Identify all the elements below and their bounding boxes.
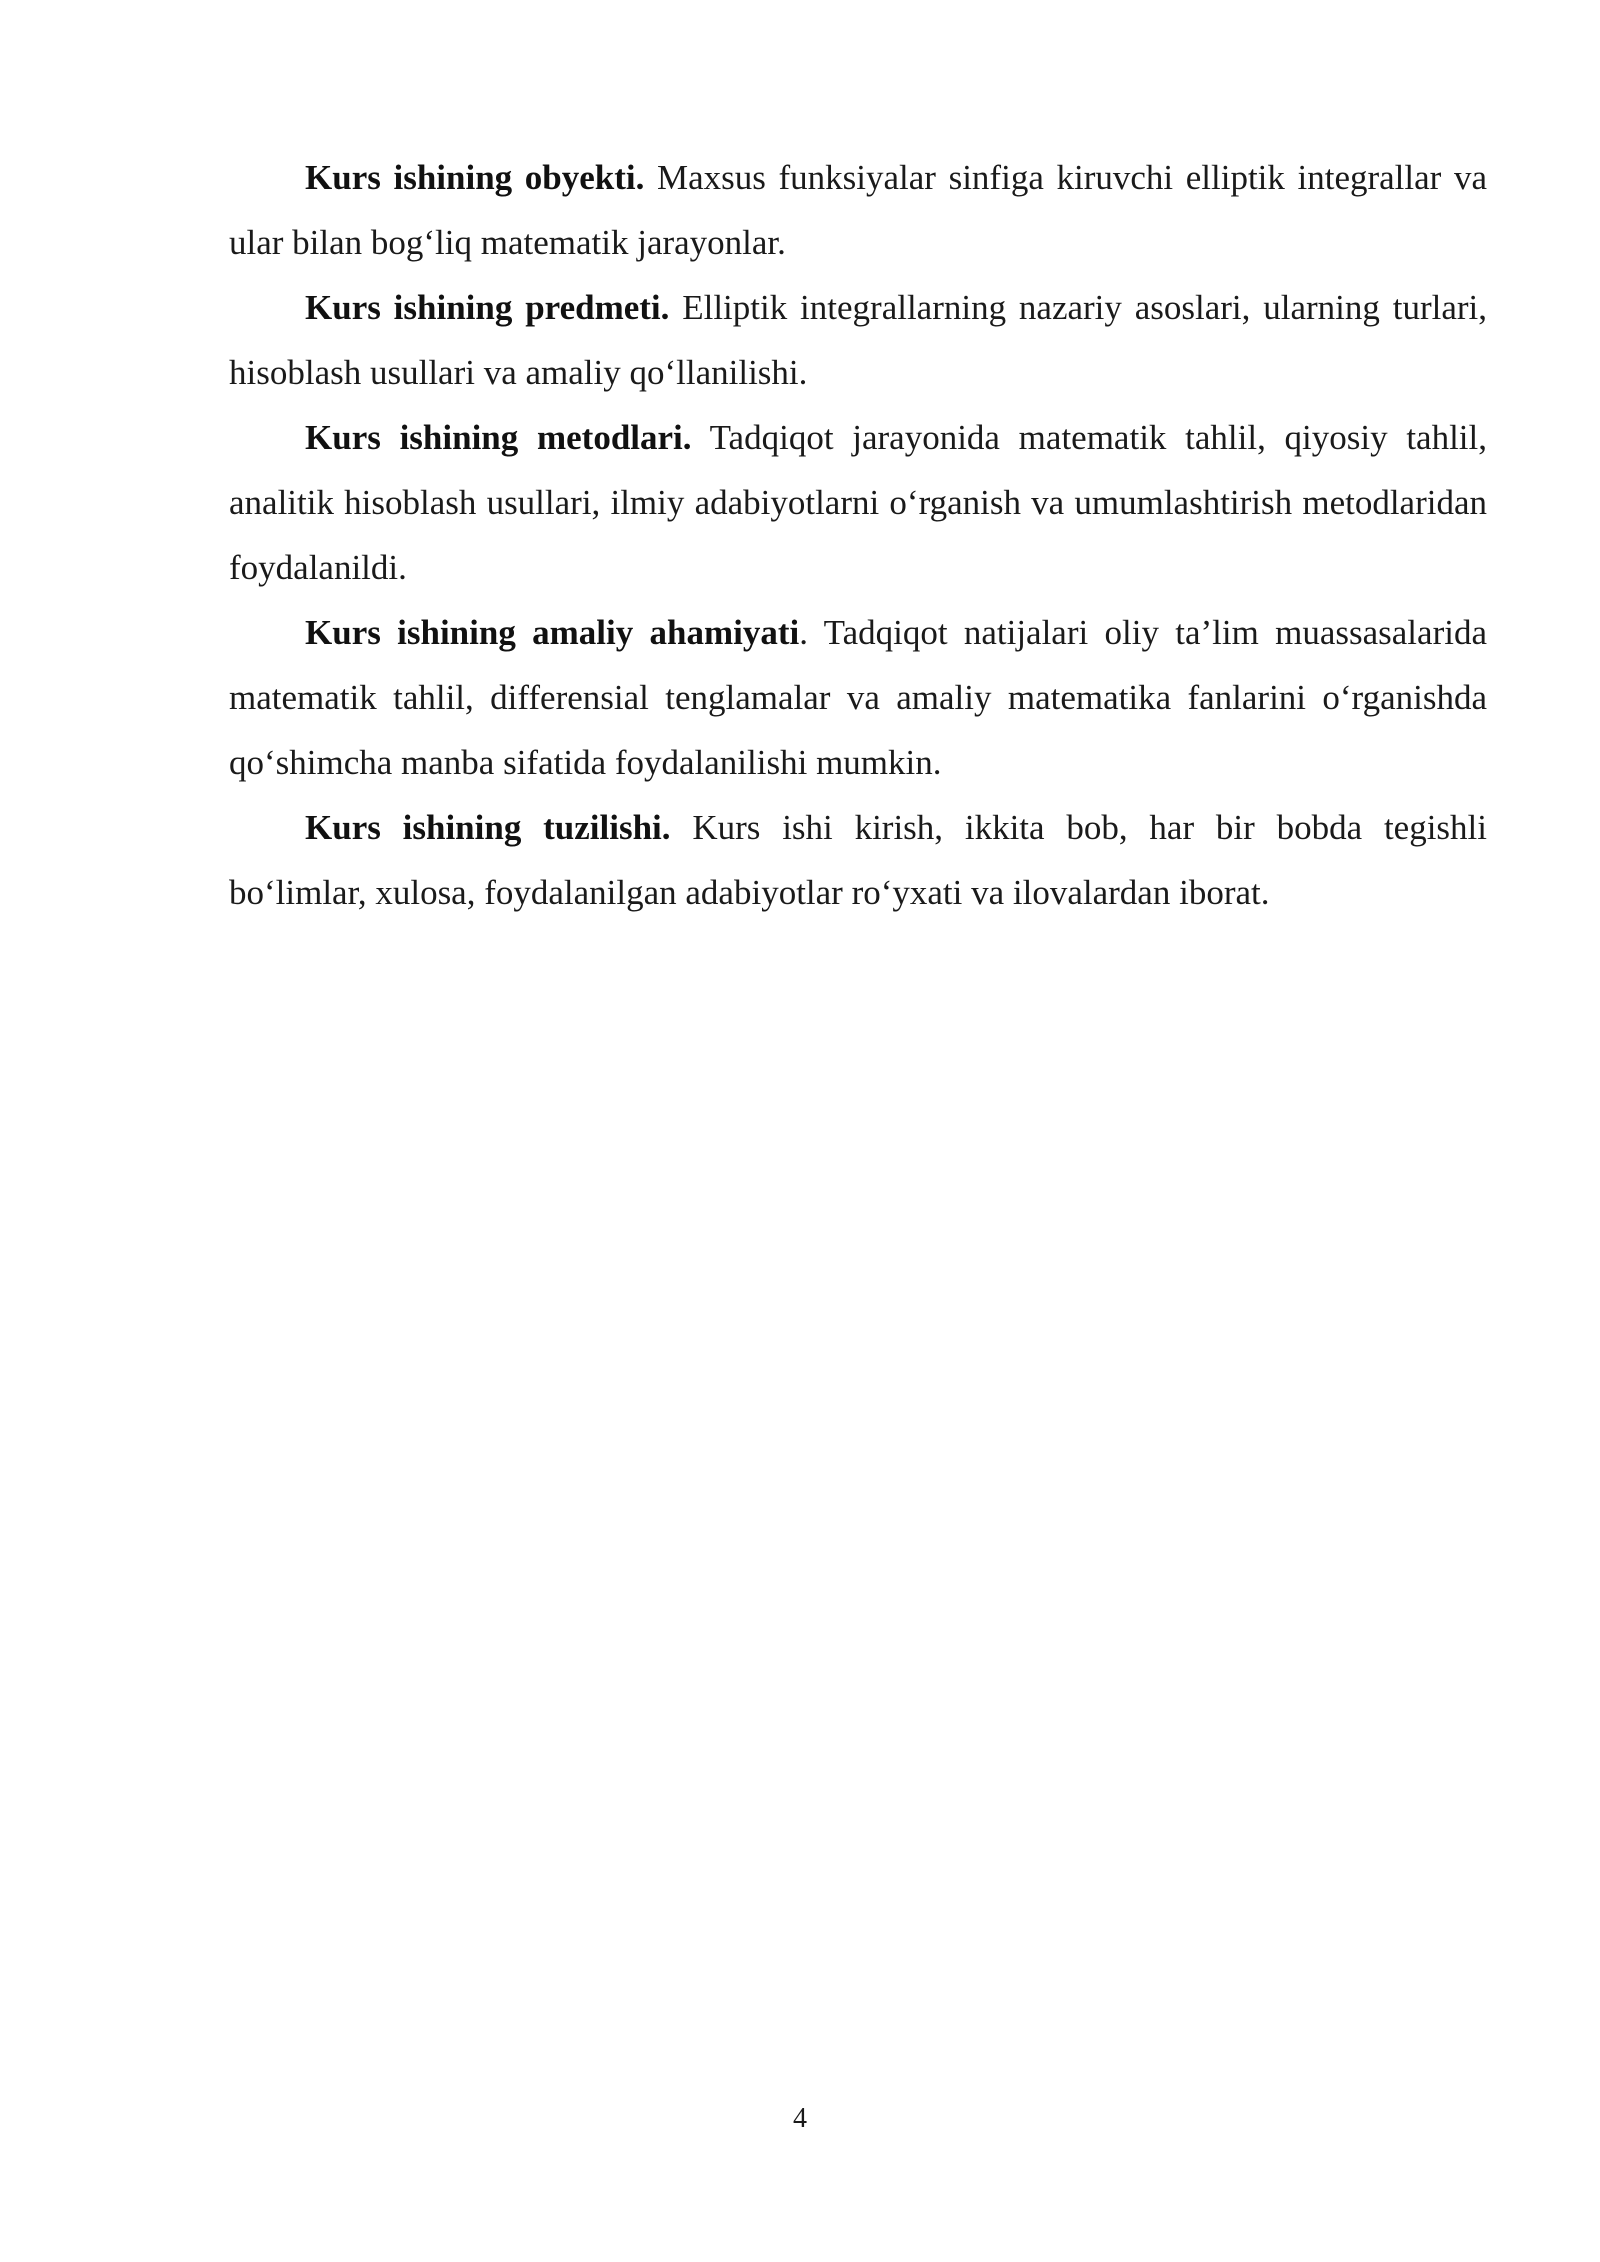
paragraph-heading: Kurs ishining obyekti. — [305, 158, 645, 197]
paragraph-text: Tadqiqot jarayonida matematik tahlil, qiyosiy tahlil, analitik hisoblash usullari, ilmiy adabiyotlarni o‘rganish va umumlashtirish metodlaridan foydalanildi. — [229, 418, 1488, 587]
paragraph-structure — [229, 795, 1487, 925]
paragraph-text: Elliptik integrallarning nazariy asoslari, ularning turlari, hisoblash usullari va amaliy qo‘llanilishi. — [229, 288, 1487, 392]
paragraph-methods — [229, 405, 1487, 600]
paragraph-heading: Kurs ishining tuzilishi. — [305, 808, 671, 847]
paragraph-text: Kurs ishi kirish, ikkita bob, har bir bobda tegishli bo‘limlar, xulosa, foydalanilgan adabiyotlar ro‘yxati va ilovalardan iborat. — [229, 808, 1488, 912]
paragraph-subject — [229, 275, 1487, 405]
paragraph-text: Maxsus funksiyalar sinfiga kiruvchi elliptik integrallar va ular bilan bog‘liq matematik jarayonlar. — [229, 158, 1487, 262]
paragraph-heading: Kurs ishining metodlari. — [305, 418, 692, 457]
paragraph-practical-importance — [229, 600, 1487, 795]
paragraph-object — [229, 145, 1487, 275]
paragraph-text: . Tadqiqot natijalari oliy ta’lim muassasalarida matematik tahlil, differensial tenglamalar va amaliy matematika fanlarini o‘rganishda qo‘shimcha manba sifatida foydalanilishi mumkin. — [229, 613, 1487, 782]
document-body — [229, 145, 1487, 925]
page-number: 4 — [793, 2103, 807, 2134]
paragraph-heading: Kurs ishining predmeti. — [305, 288, 670, 327]
paragraph-heading: Kurs ishining amaliy ahamiyati — [305, 613, 800, 652]
